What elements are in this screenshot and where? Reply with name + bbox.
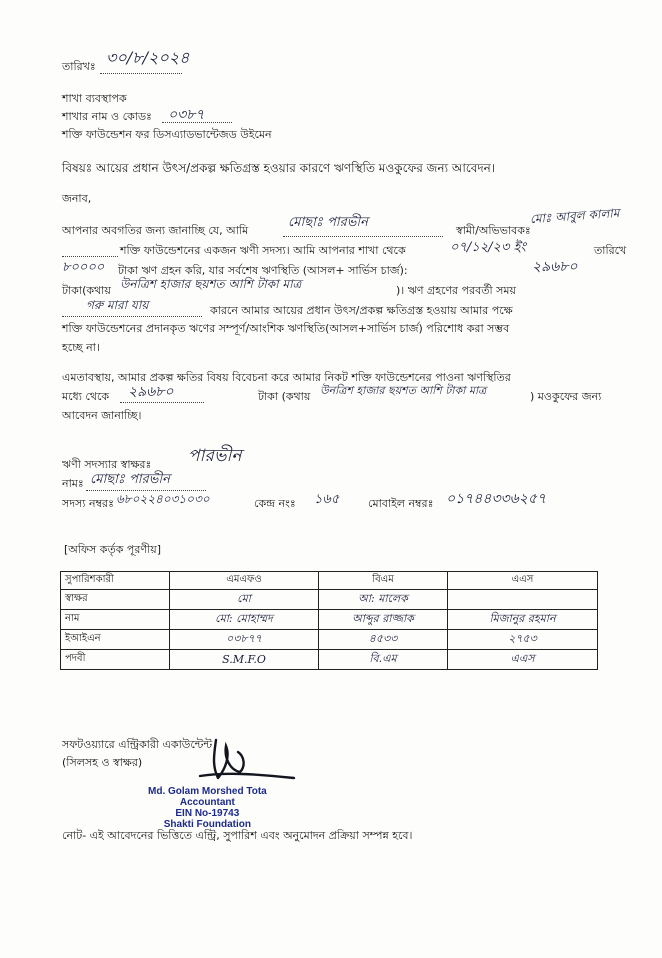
para1-line1-b: স্বামী/অভিভাবকঃ: [456, 224, 531, 237]
date-label: তারিখঃ: [62, 60, 96, 73]
waiver-words-handwritten: উনত্রিশ হাজার ছয়শত আশি টাকা মাত্র: [320, 384, 487, 397]
applicant-name-underline: [283, 236, 443, 237]
organization-line: শক্তি ফাউন্ডেশন ফর ডিসএ্যাডভান্টেজড উইমেন: [62, 128, 272, 141]
row-label: পদবী: [61, 650, 170, 670]
stamp-line: EIN No-19743: [175, 808, 240, 819]
para1-line4-b: )। ঋণ গ্রহণের পরবর্তী সময়: [396, 284, 516, 297]
para1-line7: হচ্ছে না।: [62, 341, 100, 354]
table-cell: ২৭৫৩: [448, 630, 598, 650]
accountant-signature-mark: [196, 732, 300, 792]
para2-line2-b: টাকা (কথায়: [258, 390, 311, 403]
waiver-amount-handwritten: ২৯৬৮০: [128, 384, 174, 400]
member-signature-label: ঋণী সদস্যার স্বাক্ষরঃ: [62, 458, 152, 471]
table-cell: বি.এম: [319, 650, 448, 670]
guardian-name-handwritten: মোঃ আবুল কালাম: [529, 205, 620, 227]
stamp-line: Shakti Foundation: [163, 819, 251, 830]
date-underline: [100, 73, 182, 74]
table-row: [61, 610, 598, 630]
line2-underline: [62, 256, 118, 257]
reason-handwritten: গরু মারা যায়: [86, 298, 149, 312]
table-cell: মো: [170, 590, 319, 610]
table-cell: মো: মোহাম্মদ: [170, 610, 319, 630]
member-id-value: ৬৮০২২৪০৩১০৩০: [116, 492, 210, 506]
table-row: [61, 650, 598, 670]
para1-line6: শক্তি ফাউন্ডেশনের প্রদানকৃত ঋণের সম্পূর্ণ/আংশিক ঋণস্থিতি(আসল+সার্ভিস চার্জ) পরিশোধ করা সম্ভব: [62, 322, 510, 335]
table-cell: এএস: [448, 650, 598, 670]
para2-line2-c: ) মওকুফের জন্য: [530, 390, 602, 403]
accountant-seal-label: (সিলসহ ও স্বাক্ষর): [62, 756, 143, 769]
row-label: স্বাক্ষর: [61, 590, 170, 610]
subject-line: বিষয়ঃ আয়ের প্রধান উৎস/প্রকল্প ক্ষতিগ্রস্ত হওয়ার কারণে ঋণস্থিতি মওকুফের জন্য আবেদন।: [62, 161, 496, 175]
table-cell: আ: মালেক: [319, 590, 448, 610]
member-name-value: মোছাঃ পারভীন: [90, 472, 170, 487]
salutation: জনাব,: [62, 192, 92, 205]
para1-line3: টাকা ঋণ গ্রহন করি, যার সর্বশেষ ঋণস্থিতি (আসল+ সার্ভিস চার্জ):: [118, 264, 408, 277]
table-row: [61, 590, 598, 610]
table-cell: S.M.F.O: [170, 650, 319, 670]
header-recommender: সুপারিশকারী: [61, 572, 170, 590]
center-label: কেন্দ্র নংঃ: [254, 497, 296, 510]
stamp-line: Accountant: [179, 797, 235, 808]
member-name-label: নামঃ: [62, 477, 84, 490]
row-label: ইআইএন: [61, 630, 170, 650]
table-header-row: [61, 572, 598, 590]
table-row: [61, 630, 598, 650]
branch-name-label: শাখার নাম ও কোডঃ: [62, 110, 152, 123]
balance-handwritten: ২৯৬৮০: [532, 259, 578, 275]
center-value: ১৬৫: [314, 492, 340, 507]
mobile-value: ০১৭৪৪৩৩৬২৫৭: [446, 491, 547, 507]
table-cell: আব্দুর রাজ্জাক: [319, 610, 448, 630]
branch-code-value: ০৩৮৭: [168, 107, 205, 123]
para2-line3: আবেদন জানাচ্ছি।: [62, 409, 142, 422]
loan-date-handwritten: ০৭/১২/২৩ ইং: [450, 240, 526, 255]
row-label: নাম: [61, 610, 170, 630]
header-as: এএস: [448, 572, 598, 590]
balance-in-words-handwritten: উনত্রিশ হাজার ছয়শত আশি টাকা মাত্র: [120, 277, 302, 291]
office-use-label: [অফিস কর্তৃক পূরণীয়]: [64, 543, 161, 556]
recommendation-table: [60, 571, 598, 670]
mobile-label: মোবাইল নম্বরঃ: [368, 497, 434, 510]
table-cell: ০৩৮৭৭: [170, 630, 319, 650]
member-signature: পারভীন: [188, 446, 242, 466]
footer-note: নোট- এই আবেদনের ভিত্তিতে এন্ট্রি, সুপারিশ এবং অনুমোদন প্রক্রিয়া সম্পন্ন হবে।: [62, 829, 413, 842]
applicant-name-handwritten: মোছাঃ পারভীন: [288, 215, 368, 230]
date-value: ৩০/৮/২০২৪: [106, 48, 190, 67]
para2-line2-a: মধ্যে থেকে: [62, 390, 110, 403]
member-id-label: সদস্য নম্বরঃ: [62, 497, 114, 510]
header-mfo: এমএফও: [170, 572, 319, 590]
para1-line4-a: টাকা(কথায়: [62, 284, 111, 297]
para1-line2: শক্তি ফাউন্ডেশনের একজন ঋণী সদস্য। আমি আপনার শাখা থেকে: [120, 244, 406, 257]
para1-line5: কারনে আমার আয়ের প্রধান উৎস/প্রকল্প ক্ষতিগ্রস্ত হওয়ায় আমার পক্ষে: [210, 304, 513, 317]
accountant-label: সফটওয়্যারে এন্ট্রিকারী একাউন্টেন্ট: [62, 738, 213, 751]
para2-line1: এমতাবস্থায়, আমার প্রকল্প ক্ষতির বিষয় বিবেচনা করে আমার নিকট শক্তি ফাউন্ডেশনের পাওনা ঋণস্থিতির: [62, 371, 511, 384]
para1-line2-end: তারিখে: [594, 244, 627, 257]
table-cell: মিজানুর রহমান: [448, 610, 598, 630]
loan-amount-handwritten: ৮০০০০: [62, 260, 105, 275]
stamp-line: Md. Golam Morshed Tota: [148, 786, 267, 797]
reason-underline: [62, 316, 202, 317]
accountant-stamp: [148, 786, 267, 830]
branch-manager-line: শাখা ব্যবস্থাপক: [62, 92, 127, 105]
para1-line1-a: আপনার অবগতির জন্য জানাচ্ছি যে, আমি: [62, 224, 249, 237]
table-cell: [448, 590, 598, 610]
table-cell: ৪৫৩৩: [319, 630, 448, 650]
header-bm: বিএম: [319, 572, 448, 590]
